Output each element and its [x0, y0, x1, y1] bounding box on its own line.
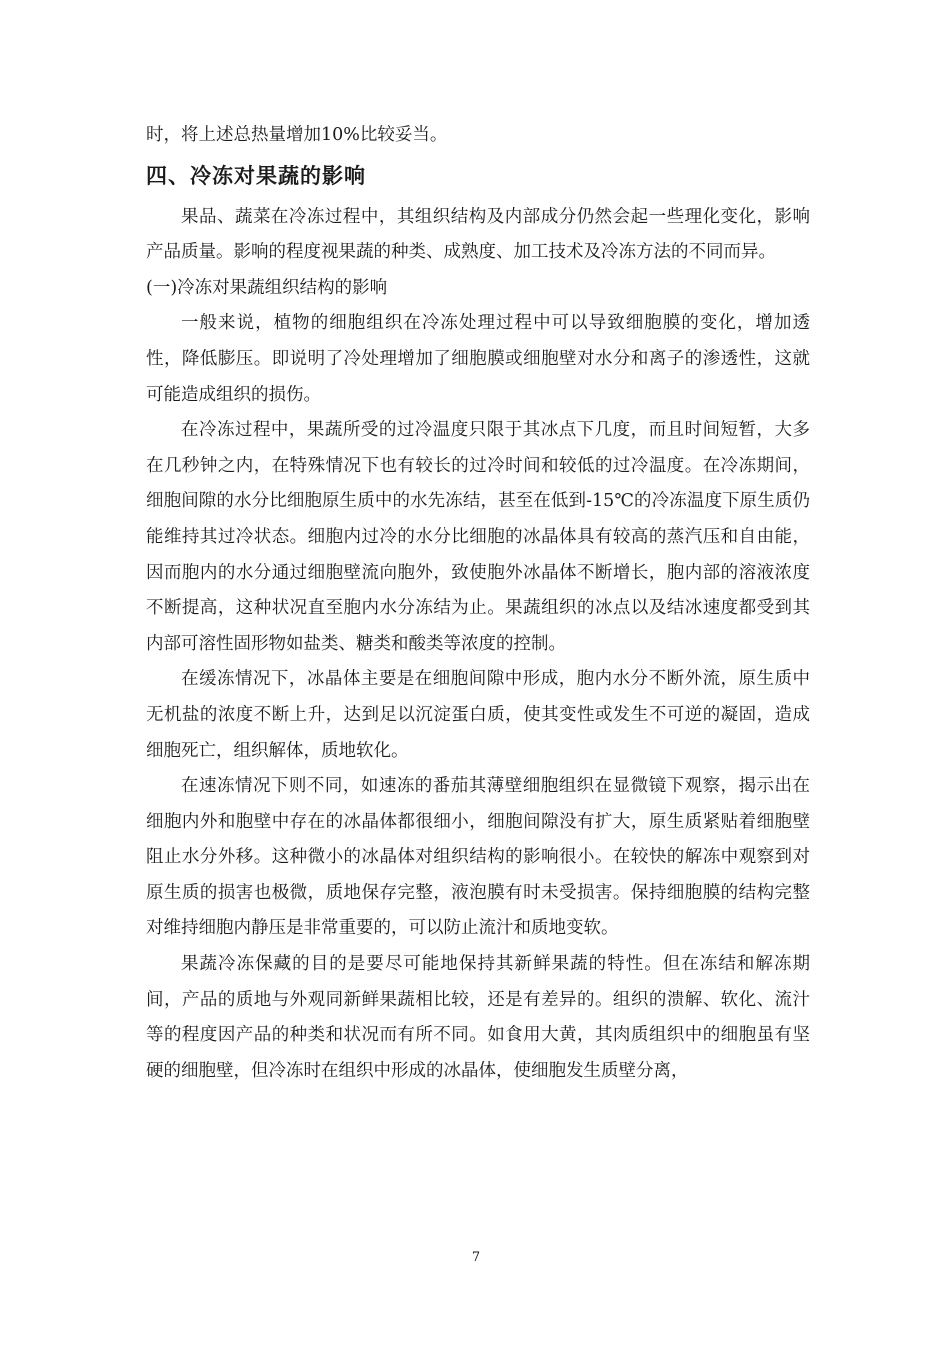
continuation-text: 时，将上述总热量增加10%比较妥当。 [146, 125, 448, 145]
intro-paragraph: 果品、蔬菜在冷冻过程中，其组织结构及内部成分仍然会起一些理化变化，影响产品质量。影响的程度视果蔬的种类、成熟度、加工技术及冷冻方法的不同而异。 [146, 206, 810, 263]
subsection-title: (一)冷冻对果蔬组织结构的影响 [146, 277, 388, 298]
section-title: 四、冷冻对果蔬的影响 [146, 163, 366, 188]
document-body [146, 118, 810, 1089]
page-number: 7 [471, 1250, 481, 1265]
body-paragraph: 一般来说，植物的细胞组织在冷冻处理过程中可以导致细胞膜的变化，增加透性，降低膨压。即说明了冷处理增加了细胞膜或细胞壁对水分和离子的渗透性，这就可能造成组织的损伤。 [146, 313, 810, 405]
body-paragraph: 在缓冻情况下，冰晶体主要是在细胞间隙中形成，胞内水分不断外流，原生质中无机盐的浓度不断上升，达到足以沉淀蛋白质，使其变性或发生不可逆的凝固，造成细胞死亡，组织解体，质地软化。 [146, 669, 810, 761]
body-paragraph: 在速冻情况下则不同，如速冻的番茄其薄壁细胞组织在显微镜下观察，揭示出在细胞内外和胞壁中存在的冰晶体都很细小，细胞间隙没有扩大，原生质紧贴着细胞壁阻止水分外移。这种微小的冰晶体对组织结构的影响很小。在较快的解冻中观察到对原生质的损害也极微，质地保存完整，液泡膜有时未受损害。保持细胞膜的结构完整对维持细胞内静压是非常重要的，可以防止流汁和质地变软。 [146, 776, 810, 939]
body-paragraph: 在冷冻过程中，果蔬所受的过冷温度只限于其冰点下几度，而且时间短暂，大多在几秒钟之内，在特殊情况下也有较长的过冷时间和较低的过冷温度。在冷冻期间，细胞间隙的水分比细胞原生质中的水先冻结，甚至在低到-15℃的冷冻温度下原生质仍能维持其过冷状态。细胞内过冷的水分比细胞的冰晶体具有较高的蒸汽压和自由能，因而胞内的水分通过细胞壁流向胞外，致使胞外冰晶体不断增长，胞内部的溶液浓度不断提高，这种状况直至胞内水分冻结为止。果蔬组织的冰点以及结冰速度都受到其内部可溶性固形物如盐类、糖类和酸类等浓度的控制。 [146, 420, 810, 654]
body-paragraph: 果蔬冷冻保藏的目的是要尽可能地保持其新鲜果蔬的特性。但在冻结和解冻期间，产品的质地与外观同新鲜果蔬相比较，还是有差异的。组织的溃解、软化、流汁等的程度因产品的种类和状况而有所不同。如食用大黄，其肉质组织中的细胞虽有坚硬的细胞壁，但冷冻时在组织中形成的冰晶体，使细胞发生质壁分离， [146, 954, 810, 1081]
